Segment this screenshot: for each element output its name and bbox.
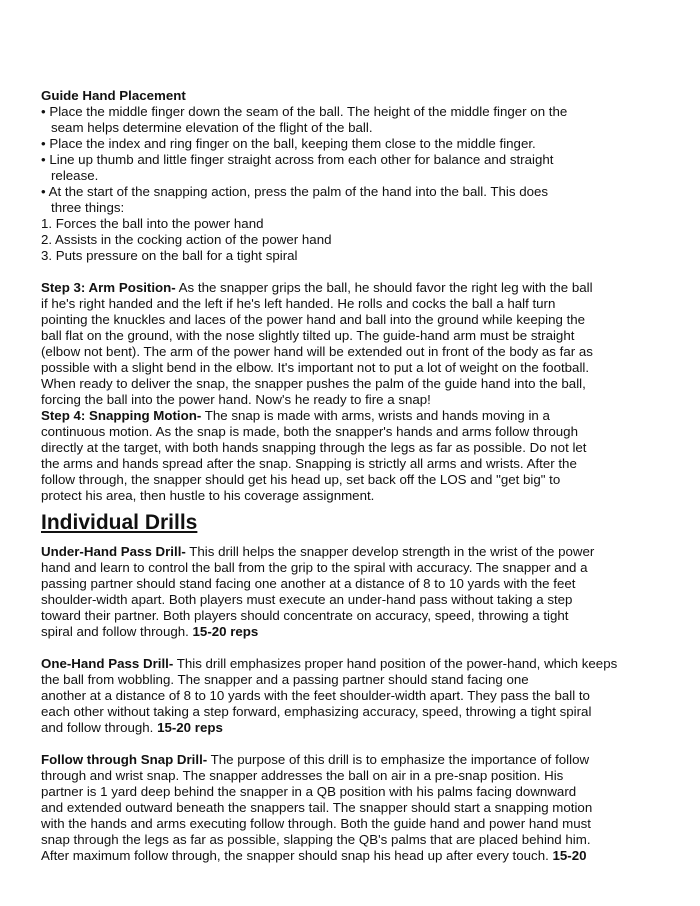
drill2-line: One-Hand Pass Drill- This drill emphasizes proper hand position of the power-hand, which keeps <box>41 656 618 671</box>
step3-line: if he's right handed and the left if he's left handed. He rolls and cocks the ball a half turn <box>41 296 556 311</box>
step3-line: When ready to deliver the snap, the snapper pushes the palm of the guide hand into the ball, <box>41 376 586 391</box>
drill1-line: passing partner should stand facing one another at a distance of 8 to 10 yards with the feet <box>41 576 576 591</box>
step4-line: protect his area, then hustle to his coverage assignment. <box>41 488 375 503</box>
guide-bullet-1: • Place the middle finger down the seam of the ball. The height of the middle finger on the <box>41 104 568 119</box>
drill3-line: snap through the legs as far as possible, slapping the QB's palms that are placed behind him. <box>41 832 591 847</box>
drill2-title: One-Hand Pass Drill- <box>41 656 174 671</box>
guide-bullet-3: • Line up thumb and little finger straight across from each other for balance and straight <box>41 152 554 167</box>
document-page <box>41 88 651 864</box>
drill1-line: shoulder-width apart. Both players must execute an under-hand pass without taking a step <box>41 592 573 607</box>
step3-line: (elbow not bent). The arm of the power hand will be extended out in front of the body as far as <box>41 344 593 359</box>
step4-line: Step 4: Snapping Motion- The snap is made with arms, wrists and hands moving in a <box>41 408 550 423</box>
drill2-line: another at a distance of 8 to 10 yards with the feet shoulder-width apart. They pass the ball to <box>41 688 590 703</box>
individual-drills-heading: Individual Drills <box>41 511 198 534</box>
drill1-line: spiral and follow through. 15-20 reps <box>41 624 259 639</box>
guide-list-item-2: 2. Assists in the cocking action of the power hand <box>41 232 332 247</box>
drill1-line: Under-Hand Pass Drill- This drill helps the snapper develop strength in the wrist of the power <box>41 544 595 559</box>
drill2-line: each other without taking a step forward, emphasizing accuracy, speed, throwing a tight spiral <box>41 704 592 719</box>
step3-title: Step 3: Arm Position- <box>41 280 176 295</box>
guide-bullet-4: • At the start of the snapping action, press the palm of the hand into the ball. This does <box>41 184 549 199</box>
guide-list-item-1: 1. Forces the ball into the power hand <box>41 216 264 231</box>
drill1-title: Under-Hand Pass Drill- <box>41 544 186 559</box>
drill3-line: through and wrist snap. The snapper addresses the ball on air in a pre-snap position. His <box>41 768 564 783</box>
step4-title: Step 4: Snapping Motion- <box>41 408 202 423</box>
step3-line: forcing the ball into the power hand. Now's he ready to fire a snap! <box>41 392 431 407</box>
guide-hand-heading: Guide Hand Placement <box>41 88 186 103</box>
step3-line: Step 3: Arm Position- As the snapper grips the ball, he should favor the right leg with the ball <box>41 280 593 295</box>
drill1-line: toward their partner. Both players should concentrate on accuracy, speed, throwing a tight <box>41 608 569 623</box>
drill1-reps: 15-20 reps <box>192 624 259 639</box>
guide-bullet-4-cont: three things: <box>51 200 125 215</box>
drill3-title: Follow through Snap Drill- <box>41 752 208 767</box>
drill3-reps: 15-20 <box>552 848 587 863</box>
drill3-line: with the hands and arms executing follow through. Both the guide hand and power hand must <box>41 816 591 831</box>
step4-line: directly at the target, with both hands snapping through the legs as far as possible. Do not let <box>41 440 587 455</box>
drill3-line: After maximum follow through, the snapper should snap his head up after every touch. 15-20 <box>41 848 587 863</box>
step3-line: possible with a slight bend in the elbow. It's important not to put a lot of weight on the football. <box>41 360 590 375</box>
drill2-line: and follow through. 15-20 reps <box>41 720 223 735</box>
step3-line: pointing the knuckles and laces of the power hand and ball into the ground while keeping the <box>41 312 586 327</box>
drill2-reps: 15-20 reps <box>157 720 223 735</box>
step4-line: the arms and hands spread after the snap. Snapping is strictly all arms and wrists. After the <box>41 456 577 471</box>
guide-bullet-2: • Place the index and ring finger on the ball, keeping them close to the middle finger. <box>41 136 536 151</box>
drill3-line: partner is 1 yard deep behind the snapper in a QB position with his palms facing downward <box>41 784 577 799</box>
guide-bullet-3-cont: release. <box>51 168 99 183</box>
drill3-line: and extended outward beneath the snappers tail. The snapper should start a snapping motion <box>41 800 593 815</box>
drill2-line: the ball from wobbling. The snapper and a passing partner should stand facing one <box>41 672 529 687</box>
guide-list-item-3: 3. Puts pressure on the ball for a tight spiral <box>41 248 298 263</box>
step4-line: follow through, the snapper should get his head up, set back off the LOS and "get big" to <box>41 472 561 487</box>
drill3-line: Follow through Snap Drill- The purpose of this drill is to emphasize the importance of follow <box>41 752 590 767</box>
step4-line: continuous motion. As the snap is made, both the snapper's hands and arms follow through <box>41 424 578 439</box>
step3-line: ball flat on the ground, with the nose slightly tilted up. The guide-hand arm must be straight <box>41 328 575 343</box>
drill1-line: hand and learn to control the ball from the grip to the spiral with accuracy. The snapper and a <box>41 560 588 575</box>
guide-bullet-1-cont: seam helps determine elevation of the flight of the ball. <box>51 120 373 135</box>
